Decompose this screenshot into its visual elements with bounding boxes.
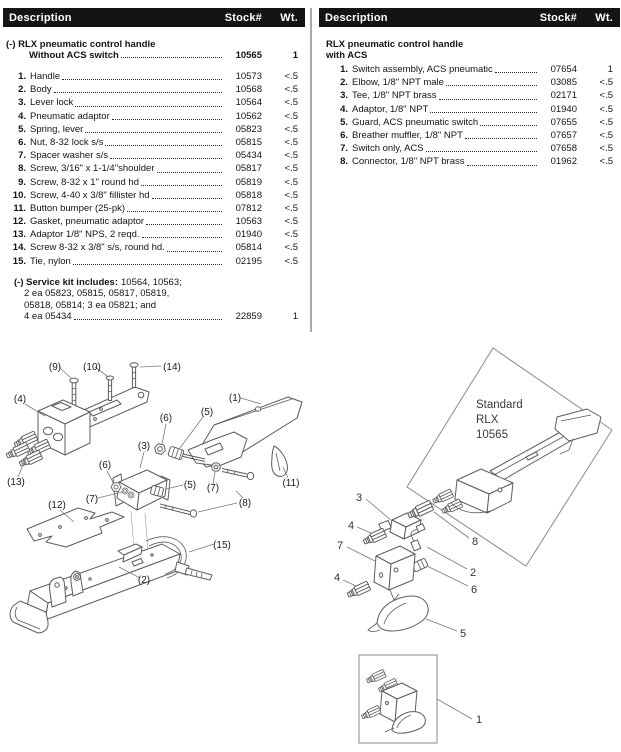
stock-number: 10568	[235, 84, 262, 96]
dot-leader	[446, 85, 537, 86]
table-row	[6, 189, 298, 202]
dot-leader	[54, 92, 222, 93]
weight-value: <.5	[284, 71, 298, 82]
stock-number: 02195	[235, 255, 262, 267]
service-kit-contents: 10564, 10563;	[121, 276, 182, 288]
weight-value: <.5	[284, 97, 298, 109]
weight-value: <.5	[284, 202, 298, 214]
exploded-diagram-without-acs	[0, 345, 315, 647]
callout-label: (4)	[13, 394, 27, 405]
item-description: Tee, 1/8" NPT brass	[352, 90, 437, 102]
stock-number: 10565	[235, 50, 262, 61]
weight-value: <.5	[284, 84, 298, 96]
assembly-title	[6, 39, 298, 61]
item-number: 2.	[18, 84, 26, 96]
column-header-stock: Stock#	[224, 11, 262, 24]
assembly-title-line1: (-) RLX pneumatic control handle	[6, 39, 156, 50]
item-number: 6.	[340, 129, 348, 141]
parts-table-without-acs	[3, 8, 305, 323]
dot-leader	[110, 158, 222, 159]
table-row	[6, 176, 298, 189]
callout-label: 3	[355, 492, 363, 504]
callout-label: 4	[347, 520, 355, 532]
table-row	[6, 149, 298, 162]
weight-value: <.5	[599, 143, 613, 155]
item-number: 1.	[340, 64, 348, 75]
stock-number: 05818	[235, 189, 262, 201]
item-description: Adaptor 1/8" NPS, 2 reqd.	[30, 229, 140, 241]
item-description: Lever lock	[30, 97, 74, 109]
callout-label: 6	[470, 584, 478, 596]
dot-leader	[121, 57, 222, 58]
stock-number: 07812	[235, 202, 262, 214]
callout-label: 8	[471, 536, 479, 548]
item-number: 7.	[340, 143, 348, 155]
item-description: Switch assembly, ACS pneumatic	[352, 64, 493, 75]
item-description: Handle	[30, 71, 61, 82]
caption-line2: RLX	[476, 414, 499, 426]
item-number: 6.	[18, 136, 26, 148]
item-description: Elbow, 1/8" NPT male	[352, 77, 444, 89]
callout-label: (7)	[206, 483, 220, 494]
item-number: 14.	[12, 242, 26, 254]
assembly-title-line2: with ACS	[326, 50, 368, 61]
standard-rlx-caption	[476, 399, 523, 441]
weight-value: <.5	[284, 242, 298, 254]
stock-number: 05823	[235, 123, 262, 135]
stock-number: 07657	[550, 129, 577, 141]
part-connector	[407, 500, 434, 520]
item-number: 12.	[12, 216, 26, 228]
part-switch	[374, 546, 415, 600]
stock-number: 01940	[235, 229, 262, 241]
item-number: 2.	[340, 77, 348, 89]
part-shoulder-screw-upper	[222, 469, 254, 480]
callout-label: (2)	[137, 575, 151, 586]
part-switch-assembly	[360, 669, 425, 733]
item-description: Pneumatic adaptor	[30, 110, 110, 122]
weight-value: <.5	[284, 150, 298, 162]
stock-number: 10573	[235, 71, 262, 82]
dot-leader	[152, 198, 222, 199]
weight-value: <.5	[599, 90, 613, 102]
table-row	[322, 155, 613, 168]
item-description: Gasket, pneumatic adaptor	[30, 216, 145, 228]
weight-value: <.5	[284, 110, 298, 122]
callout-label: 5	[459, 628, 467, 640]
item-number: 15.	[12, 255, 26, 267]
table-row	[322, 142, 613, 155]
caption-line1: Standard	[476, 399, 523, 411]
part-adaptor-b	[346, 581, 371, 599]
item-number: 3.	[340, 90, 348, 102]
callout-label: 2	[469, 567, 477, 579]
item-number: 8.	[18, 163, 26, 175]
plane-outline	[407, 348, 612, 566]
dot-leader	[465, 138, 537, 139]
weight-value: <.5	[284, 176, 298, 188]
table-row	[322, 103, 613, 116]
item-number: 3.	[18, 97, 26, 109]
service-kit-line3: 05818, 05814; 3 ea 05821; and	[24, 299, 157, 311]
table-row	[322, 129, 613, 142]
parts-table-with-acs	[319, 8, 620, 169]
stock-number: 22859	[235, 311, 262, 323]
column-header-description: Description	[325, 11, 388, 24]
stock-number: 01940	[550, 103, 577, 115]
table-row	[6, 110, 298, 123]
stock-number: 05434	[235, 150, 262, 162]
dot-leader	[480, 125, 537, 126]
leader-lines	[18, 366, 288, 578]
dot-leader	[167, 251, 222, 252]
weight-value: <.5	[284, 163, 298, 175]
weight-value: 1	[607, 64, 613, 75]
part-gasket	[27, 508, 124, 547]
weight-value: <.5	[284, 123, 298, 135]
stock-number: 07655	[550, 116, 577, 128]
column-header-stock: Stock#	[539, 11, 577, 24]
part-guard	[368, 596, 428, 632]
stock-number: 01962	[550, 156, 577, 168]
callout-label: (8)	[238, 498, 252, 509]
item-description: Tie, nylon	[30, 255, 71, 267]
service-kit-line1	[6, 277, 298, 289]
callout-label: (3)	[137, 441, 151, 452]
parts-rows	[6, 70, 298, 268]
item-number: 7.	[18, 150, 26, 162]
callout-label: (14)	[163, 362, 181, 373]
weight-value: <.5	[284, 216, 298, 228]
callout-label: (12)	[48, 500, 66, 511]
table-row	[6, 202, 298, 215]
weight-value: <.5	[284, 136, 298, 148]
dot-leader	[74, 319, 222, 320]
stock-number: 02171	[550, 90, 577, 102]
service-kit-note	[6, 277, 298, 323]
item-description: Adaptor, 1/8" NPT	[352, 103, 429, 115]
callout-label: (5)	[183, 480, 197, 491]
weight-value: 1	[292, 311, 298, 323]
callout-label: (5)	[200, 407, 214, 418]
part-screw-14	[130, 363, 138, 388]
part-spacer-washer	[212, 463, 221, 472]
stock-number: 07658	[550, 143, 577, 155]
assembly-title-line2: Without ACS switch	[29, 50, 119, 61]
item-description: Screw, 3/16" x 1-1/4"shoulder	[30, 163, 155, 175]
stock-number: 10563	[235, 216, 262, 228]
column-header-description: Description	[9, 11, 72, 24]
assembly-title-line1: RLX pneumatic control handle	[326, 39, 464, 50]
part-shoulder-screw-lower	[160, 504, 197, 517]
dot-leader	[430, 112, 537, 113]
callout-label: 7	[336, 540, 344, 552]
table-row	[6, 96, 298, 109]
table-row	[322, 89, 613, 102]
weight-value: <.5	[284, 255, 298, 267]
table-row	[6, 70, 298, 83]
table-row	[322, 63, 613, 76]
service-kit-line4-row	[6, 311, 298, 323]
callout-label: (15)	[213, 540, 231, 551]
callout-label: (11)	[282, 478, 300, 489]
table-row	[6, 241, 298, 254]
item-number: 10.	[12, 189, 26, 201]
exploded-diagram-with-acs	[330, 340, 621, 752]
callout-label: 1	[475, 714, 483, 726]
item-number: 11.	[13, 202, 26, 214]
weight-value: <.5	[599, 156, 613, 168]
weight-value: <.5	[599, 129, 613, 141]
item-number: 9.	[18, 176, 26, 188]
item-description: Connector, 1/8" NPT brass	[352, 156, 465, 168]
dot-leader	[75, 106, 222, 107]
dot-leader	[62, 79, 222, 80]
weight-value: <.5	[599, 103, 613, 115]
table-row	[6, 215, 298, 228]
item-description: Spacer washer s/s	[30, 150, 109, 162]
dot-leader	[105, 145, 222, 146]
table-header	[3, 8, 305, 27]
table-body	[319, 39, 620, 169]
dot-leader	[85, 132, 222, 133]
service-kit-label: (-) Service kit includes:	[14, 276, 119, 288]
callout-label: (7)	[85, 494, 99, 505]
dot-leader	[426, 151, 537, 152]
assembly-title	[322, 39, 613, 61]
part-standard-handle	[432, 409, 601, 515]
item-description: Screw, 8-32 x 1" round hd	[30, 176, 139, 188]
caption-line3: 10565	[476, 429, 508, 441]
table-row	[6, 123, 298, 136]
item-number: 1.	[18, 71, 26, 82]
dot-leader	[146, 224, 222, 225]
callout-label: (9)	[48, 362, 62, 373]
weight-value: 1	[292, 50, 298, 61]
dot-leader	[142, 237, 222, 238]
item-description: Nut, 8-32 lock s/s	[30, 136, 104, 148]
table-row	[6, 83, 298, 96]
item-description: Switch only, ACS	[352, 143, 424, 155]
callout-label: (13)	[7, 477, 25, 488]
table-body	[3, 39, 305, 323]
table-row	[6, 136, 298, 149]
callout-label: (1)	[228, 393, 242, 404]
weight-value: <.5	[599, 116, 613, 128]
item-description: Screw, 4-40 x 3/8" fillister hd	[30, 189, 150, 201]
dot-leader	[467, 165, 537, 166]
item-description: Spring, lever	[30, 123, 84, 135]
stock-number: 05814	[235, 242, 262, 254]
weight-value: <.5	[284, 229, 298, 241]
table-row	[6, 162, 298, 175]
service-kit-line4: 4 ea 05434	[24, 311, 72, 323]
stock-number: 05815	[235, 136, 262, 148]
table-row	[6, 255, 298, 268]
stock-number: 10564	[235, 97, 262, 109]
callout-label: (10)	[83, 362, 101, 373]
weight-value: <.5	[284, 189, 298, 201]
callout-label: (6)	[98, 460, 112, 471]
callout-label: (6)	[159, 413, 173, 424]
item-number: 4.	[18, 110, 26, 122]
column-divider	[310, 8, 312, 332]
item-number: 5.	[18, 123, 26, 135]
column-header-wt: Wt.	[280, 11, 298, 24]
service-kit-line2: 2 ea 05823, 05815, 05817, 05819,	[24, 288, 170, 300]
dot-leader	[495, 72, 537, 73]
item-number: 13.	[12, 229, 26, 241]
stock-number: 05817	[235, 163, 262, 175]
dot-leader	[112, 119, 222, 120]
dot-leader	[157, 172, 222, 173]
item-description: Body	[30, 84, 52, 96]
dot-leader	[141, 185, 222, 186]
weight-value: <.5	[599, 77, 613, 89]
dot-leader	[439, 99, 537, 100]
stock-number: 10562	[235, 110, 262, 122]
table-header	[319, 8, 620, 27]
callout-label: 4	[333, 572, 341, 584]
item-number: 5.	[340, 116, 348, 128]
table-row	[6, 228, 298, 241]
item-number: 8.	[340, 156, 348, 168]
assembly-title-line2-row	[6, 50, 298, 61]
item-description: Guard, ACS pneumatic switch	[352, 116, 479, 128]
dot-leader	[73, 264, 222, 265]
stock-number: 07654	[550, 64, 577, 75]
dot-leader	[127, 211, 222, 212]
stock-number: 05819	[235, 176, 262, 188]
item-description: Screw 8-32 x 3/8" s/s, round hd.	[30, 242, 165, 254]
column-header-wt: Wt.	[595, 11, 613, 24]
parts-rows	[322, 63, 613, 169]
stock-number: 03085	[550, 77, 577, 89]
item-description: Breather muffler, 1/8" NPT	[352, 129, 463, 141]
item-description: Button bumper (25-pk)	[30, 202, 126, 214]
table-row	[322, 116, 613, 129]
table-row	[322, 76, 613, 89]
item-number: 4.	[340, 103, 348, 115]
part-body	[10, 544, 180, 633]
